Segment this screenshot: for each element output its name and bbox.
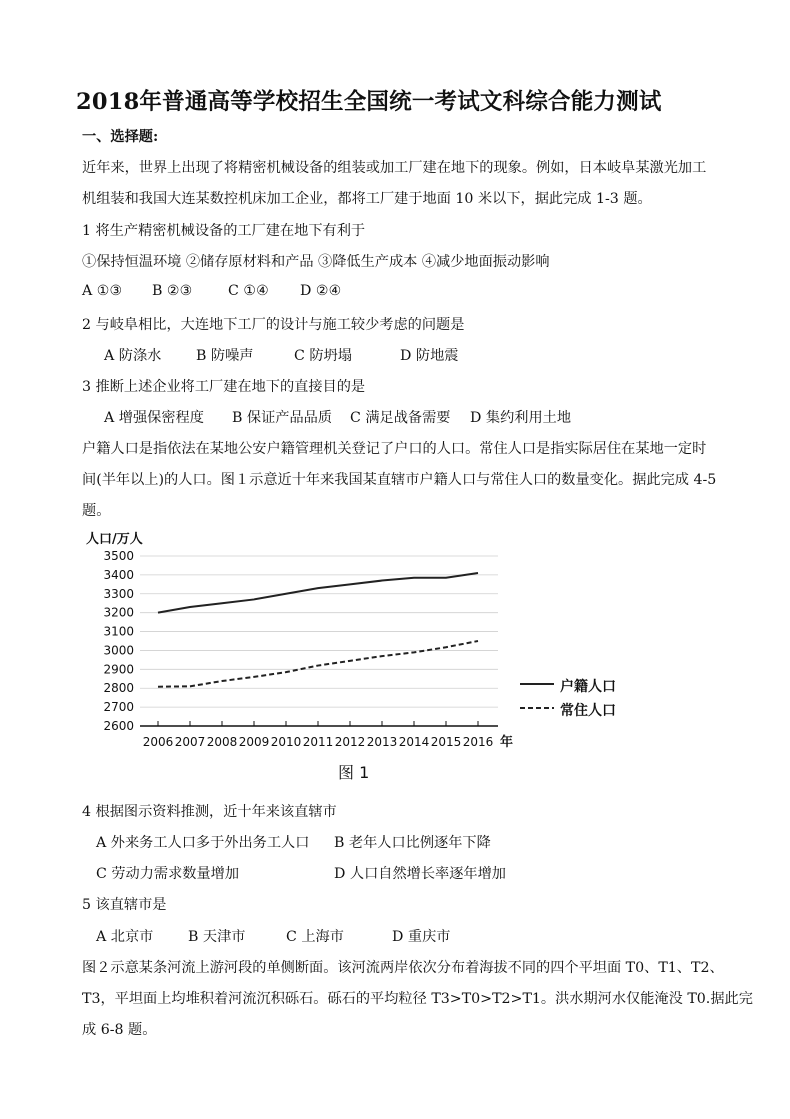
chart-y-tick-label: 2600 — [103, 719, 134, 733]
q2-option-d[interactable]: D 防地震 — [400, 348, 459, 364]
chart-legend-label-1: 户籍人口 — [560, 679, 616, 695]
chart-x-tick-label: 2009 — [238, 735, 270, 749]
chart-x-tick-label: 2010 — [270, 735, 302, 749]
q3-stem: 3 推断上述企业将工厂建在地下的直接目的是 — [82, 379, 366, 395]
q3-option-a[interactable]: A 增强保密程度 — [104, 410, 204, 426]
q3-option-c[interactable]: C 满足战备需要 — [350, 410, 451, 426]
q1-option-d[interactable]: D ②④ — [300, 283, 342, 299]
chart-x-tick-label: 2008 — [206, 735, 238, 749]
chart-x-tick-label: 2012 — [334, 735, 366, 749]
q2-stem: 2 与岐阜相比，大连地下工厂的设计与施工较少考虑的问题是 — [82, 317, 465, 333]
population-line-chart — [80, 528, 550, 790]
chart-x-axis-label: 年 — [500, 735, 514, 750]
q4-option-c[interactable]: C 劳动力需求数量增加 — [96, 866, 240, 882]
passage2-line-1: 户籍人口是指依法在某地公安户籍管理机关登记了户口的人口。常住人口是指实际居住在某地一定时 — [82, 441, 707, 457]
passage3-line-2: T3，平坦面上均堆积着河流沉积砾石。砾石的平均粒径 T3>T0>T2>T1。洪水期河水仅能淹没 T0.据此完 — [82, 991, 753, 1007]
passage3-line-1: 图２示意某条河流上游河段的单侧断面。该河流两岸依次分布着海拔不同的四个平坦面 T0、T1、T2、 — [82, 960, 724, 976]
q2-option-c[interactable]: C 防坍塌 — [294, 348, 352, 364]
chart-y-tick-label: 3000 — [103, 643, 134, 658]
q5-option-d[interactable]: D 重庆市 — [392, 929, 451, 945]
q4-option-b[interactable]: B 老年人口比例逐年下降 — [334, 835, 491, 851]
chart-y-tick-label: 3200 — [103, 605, 134, 620]
chart-x-tick-label: 2016 — [462, 735, 494, 749]
chart-y-tick-label: 2700 — [103, 700, 134, 715]
chart-legend-swatches — [518, 676, 558, 716]
passage2-line-2: 间(半年以上)的人口。图１示意近十年来我国某直辖市户籍人口与常住人口的数量变化。据此完成 4-5 — [82, 472, 717, 488]
passage1-line-2: 机组装和我国大连某数控机床加工企业，都将工厂建于地面 10 米以下，据此完成 1-3 题。 — [82, 191, 652, 207]
q4-option-d[interactable]: D 人口自然增长率逐年增加 — [334, 866, 506, 882]
q3-option-b[interactable]: B 保证产品品质 — [232, 410, 333, 426]
chart-x-tick-label: 2013 — [366, 735, 398, 749]
chart-x-tick-label: 2014 — [398, 735, 430, 749]
chart-x-tick-label: 2015 — [430, 735, 462, 749]
chart-x-tick-label: 2006 — [142, 735, 174, 749]
exam-title: 2018年普通高等学校招生全国统一考试文科综合能力测试 — [76, 89, 662, 115]
q1-option-b[interactable]: B ②③ — [152, 283, 193, 299]
q4-stem: 4 根据图示资料推测，近十年来该直辖市 — [82, 804, 337, 820]
q5-option-c[interactable]: C 上海市 — [286, 929, 344, 945]
chart-y-tick-label: 3400 — [103, 567, 134, 582]
chart-caption: 图 1 — [338, 763, 370, 782]
q5-stem: 5 该直辖市是 — [82, 897, 167, 913]
q2-option-b[interactable]: B 防噪声 — [196, 348, 254, 364]
chart-y-tick-label: 2800 — [103, 681, 134, 696]
q1-stem: 1 将生产精密机械设备的工厂建在地下有利于 — [82, 223, 366, 239]
q5-option-a[interactable]: A 北京市 — [96, 929, 154, 945]
chart-y-tick-label: 3100 — [103, 624, 134, 639]
q5-option-b[interactable]: B 天津市 — [188, 929, 246, 945]
chart-y-tick-label: 3500 — [103, 549, 134, 563]
q1-option-c[interactable]: C ①④ — [228, 283, 269, 299]
chart-y-tick-label: 3300 — [103, 586, 134, 601]
chart-legend-label-2: 常住人口 — [560, 703, 616, 719]
q1-statements: ①保持恒温环境 ②储存原材料和产品 ③降低生产成本 ④减少地面振动影响 — [82, 254, 550, 270]
section-heading: 一、选择题: — [82, 129, 159, 145]
q2-option-a[interactable]: A 防涤水 — [104, 348, 162, 364]
chart-series-line-1 — [158, 573, 478, 613]
q3-option-d[interactable]: D 集约利用土地 — [470, 410, 572, 426]
chart-x-tick-label: 2011 — [302, 735, 334, 749]
chart-series-line-2 — [158, 641, 478, 687]
q1-option-a[interactable]: A ①③ — [82, 283, 123, 299]
passage1-line-1: 近年来，世界上出现了将精密机械设备的组装或加工厂建在地下的现象。例如，日本岐阜某激光加工 — [82, 160, 707, 176]
chart-x-tick-label: 2007 — [174, 735, 206, 749]
passage2-line-3: 题。 — [82, 503, 111, 519]
chart-y-tick-label: 2900 — [103, 662, 134, 677]
chart-y-axis-label: 人口/万人 — [86, 532, 143, 547]
passage3-line-3: 成 6-8 题。 — [82, 1022, 157, 1038]
q4-option-a[interactable]: A 外来务工人口多于外出务工人口 — [96, 835, 310, 851]
